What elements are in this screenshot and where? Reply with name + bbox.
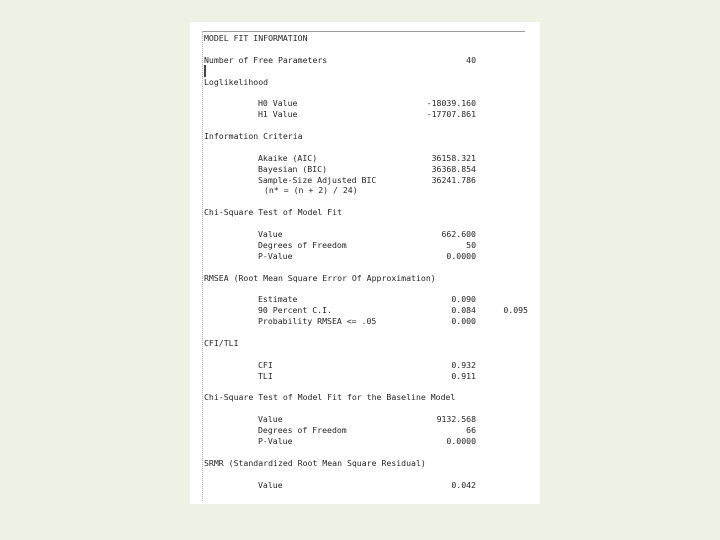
output-text[interactable] [204, 33, 534, 490]
output-row [204, 316, 534, 327]
blank-line [204, 262, 534, 273]
blank-line [204, 349, 534, 360]
row-value: 36158.321 [431, 152, 476, 163]
row-label: Loglikelihood [204, 76, 269, 87]
row-label: Degrees of Freedom [258, 425, 347, 436]
left-margin-rule [202, 31, 203, 501]
output-row [204, 480, 534, 491]
blank-line [204, 218, 534, 229]
output-row [204, 109, 534, 120]
output-row [204, 240, 534, 251]
blank-line [204, 447, 534, 458]
row-label: Number of Free Parameters [204, 54, 328, 65]
row-label: Bayesian (BIC) [258, 163, 328, 174]
section-heading [204, 55, 534, 66]
row-label: H1 Value [258, 109, 298, 120]
row-value: 0.0000 [446, 250, 476, 261]
output-row [204, 425, 534, 436]
section-heading [204, 392, 534, 403]
blank-line [204, 66, 534, 77]
row-label: Sample-Size Adjusted BIC [258, 174, 377, 185]
row-label: CFI/TLI [204, 337, 239, 348]
row-label: RMSEA (Root Mean Square Error Of Approximation) [204, 272, 436, 283]
row-value: 0.911 [451, 370, 476, 381]
row-label: Value [258, 414, 283, 425]
blank-line [204, 87, 534, 98]
output-document [190, 22, 540, 504]
output-row [204, 229, 534, 240]
blank-line [204, 196, 534, 207]
row-label: Akaike (AIC) [258, 152, 318, 163]
row-value: 0.084 [451, 305, 476, 316]
row-label: Estimate [258, 294, 298, 305]
row-label: P-Value [258, 250, 293, 261]
output-row [204, 175, 534, 186]
row-label: Chi-Square Test of Model Fit [204, 207, 343, 218]
row-label: TLI [258, 370, 273, 381]
section-heading [204, 338, 534, 349]
row-value: -17707.861 [426, 109, 476, 120]
output-row [204, 164, 534, 175]
row-value: 66 [466, 425, 476, 436]
section-heading [204, 77, 534, 88]
row-value: 0.932 [451, 359, 476, 370]
row-label: P-Value [258, 435, 293, 446]
output-row [204, 98, 534, 109]
blank-line [204, 120, 534, 131]
row-label: CFI [258, 359, 273, 370]
row-label: Value [258, 229, 283, 240]
row-label: (n* = (n + 2) / 24) [264, 185, 358, 196]
row-label: Probability RMSEA <= .05 [258, 316, 377, 327]
top-border [203, 31, 525, 32]
section-heading [204, 33, 534, 44]
blank-line [204, 327, 534, 338]
row-value: 9132.568 [436, 414, 476, 425]
row-value-upper: 0.095 [503, 305, 528, 316]
blank-line [204, 469, 534, 480]
row-label: Chi-Square Test of Model Fit for the Baseline Model [204, 392, 456, 403]
output-row [204, 251, 534, 262]
output-row [204, 294, 534, 305]
output-row [204, 414, 534, 425]
output-row [204, 305, 534, 316]
row-label: Value [258, 479, 283, 490]
row-label: 90 Percent C.I. [258, 305, 332, 316]
section-heading [204, 207, 534, 218]
output-row [204, 185, 534, 196]
output-row [204, 371, 534, 382]
row-value: 0.0000 [446, 435, 476, 446]
row-value: 36368.854 [431, 163, 476, 174]
row-value: 662.600 [441, 229, 476, 240]
blank-line [204, 142, 534, 153]
output-row [204, 153, 534, 164]
section-heading [204, 131, 534, 142]
blank-line [204, 283, 534, 294]
row-value: 40 [466, 54, 476, 65]
row-label: SRMR (Standardized Root Mean Square Residual) [204, 457, 426, 468]
section-heading [204, 273, 534, 284]
row-label: Degrees of Freedom [258, 239, 347, 250]
blank-line [204, 44, 534, 55]
row-label: MODEL FIT INFORMATION [204, 33, 308, 43]
row-value: 0.090 [451, 294, 476, 305]
row-value: 0.000 [451, 316, 476, 327]
blank-line [204, 382, 534, 393]
row-label: Information Criteria [204, 131, 303, 142]
row-value: 50 [466, 239, 476, 250]
row-label: H0 Value [258, 98, 298, 109]
row-value: -18039.160 [426, 98, 476, 109]
output-row [204, 360, 534, 371]
row-value: 36241.786 [431, 174, 476, 185]
blank-line [204, 403, 534, 414]
row-value: 0.042 [451, 479, 476, 490]
output-row [204, 436, 534, 447]
section-heading [204, 458, 534, 469]
